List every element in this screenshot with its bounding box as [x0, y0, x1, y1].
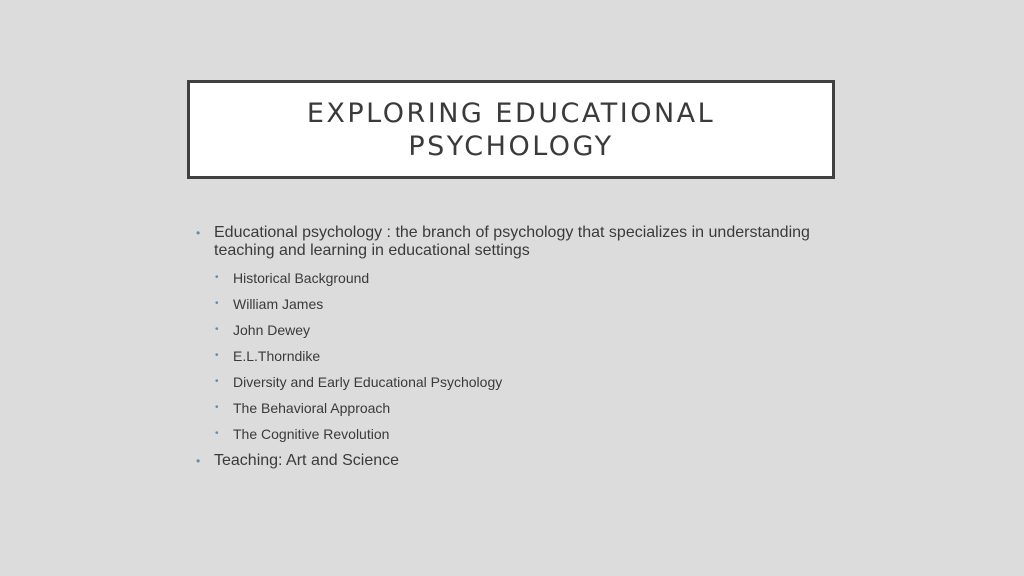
bullet-icon: •: [215, 350, 219, 361]
bullet-icon: •: [196, 454, 201, 468]
slide-title-line-1: EXPLORING EDUCATIONAL: [306, 97, 716, 129]
sub-bullet-item: [196, 296, 836, 312]
sub-bullet-item: [196, 348, 836, 364]
bullet-icon: •: [215, 324, 219, 335]
sub-bullet-item: [196, 322, 836, 338]
slide-title-line-2: PSYCHOLOGY: [408, 130, 614, 162]
bullet-icon: •: [215, 272, 219, 283]
sub-bullet-text: John Dewey: [233, 322, 311, 338]
bullet-icon: •: [215, 428, 219, 439]
bullet-item: [196, 224, 836, 260]
sub-bullet-text: The Behavioral Approach: [233, 400, 391, 416]
bullet-text: Teaching: Art and Science: [214, 452, 400, 469]
sub-bullet-item: [196, 426, 836, 442]
sub-bullet-item: [196, 374, 836, 390]
title-box: [187, 80, 835, 179]
sub-bullet-text: The Cognitive Revolution: [233, 426, 390, 442]
sub-bullet-text: Diversity and Early Educational Psychology: [233, 374, 503, 390]
bullet-icon: •: [215, 298, 219, 309]
sub-bullet-item: [196, 400, 836, 416]
bullet-icon: •: [215, 402, 219, 413]
bullet-item: [196, 452, 836, 470]
sub-bullet-text: William James: [233, 296, 324, 312]
bullet-icon: •: [196, 226, 201, 240]
sub-bullet-text: Historical Background: [233, 270, 370, 286]
sub-bullet-item: [196, 270, 836, 286]
bullet-icon: •: [215, 376, 219, 387]
sub-bullet-text: E.L.Thorndike: [233, 348, 321, 364]
bullet-text: Educational psychology : the branch of psychology that specializes in understanding teaching and learning in educational settings: [214, 224, 810, 259]
bullet-list: [196, 224, 836, 470]
